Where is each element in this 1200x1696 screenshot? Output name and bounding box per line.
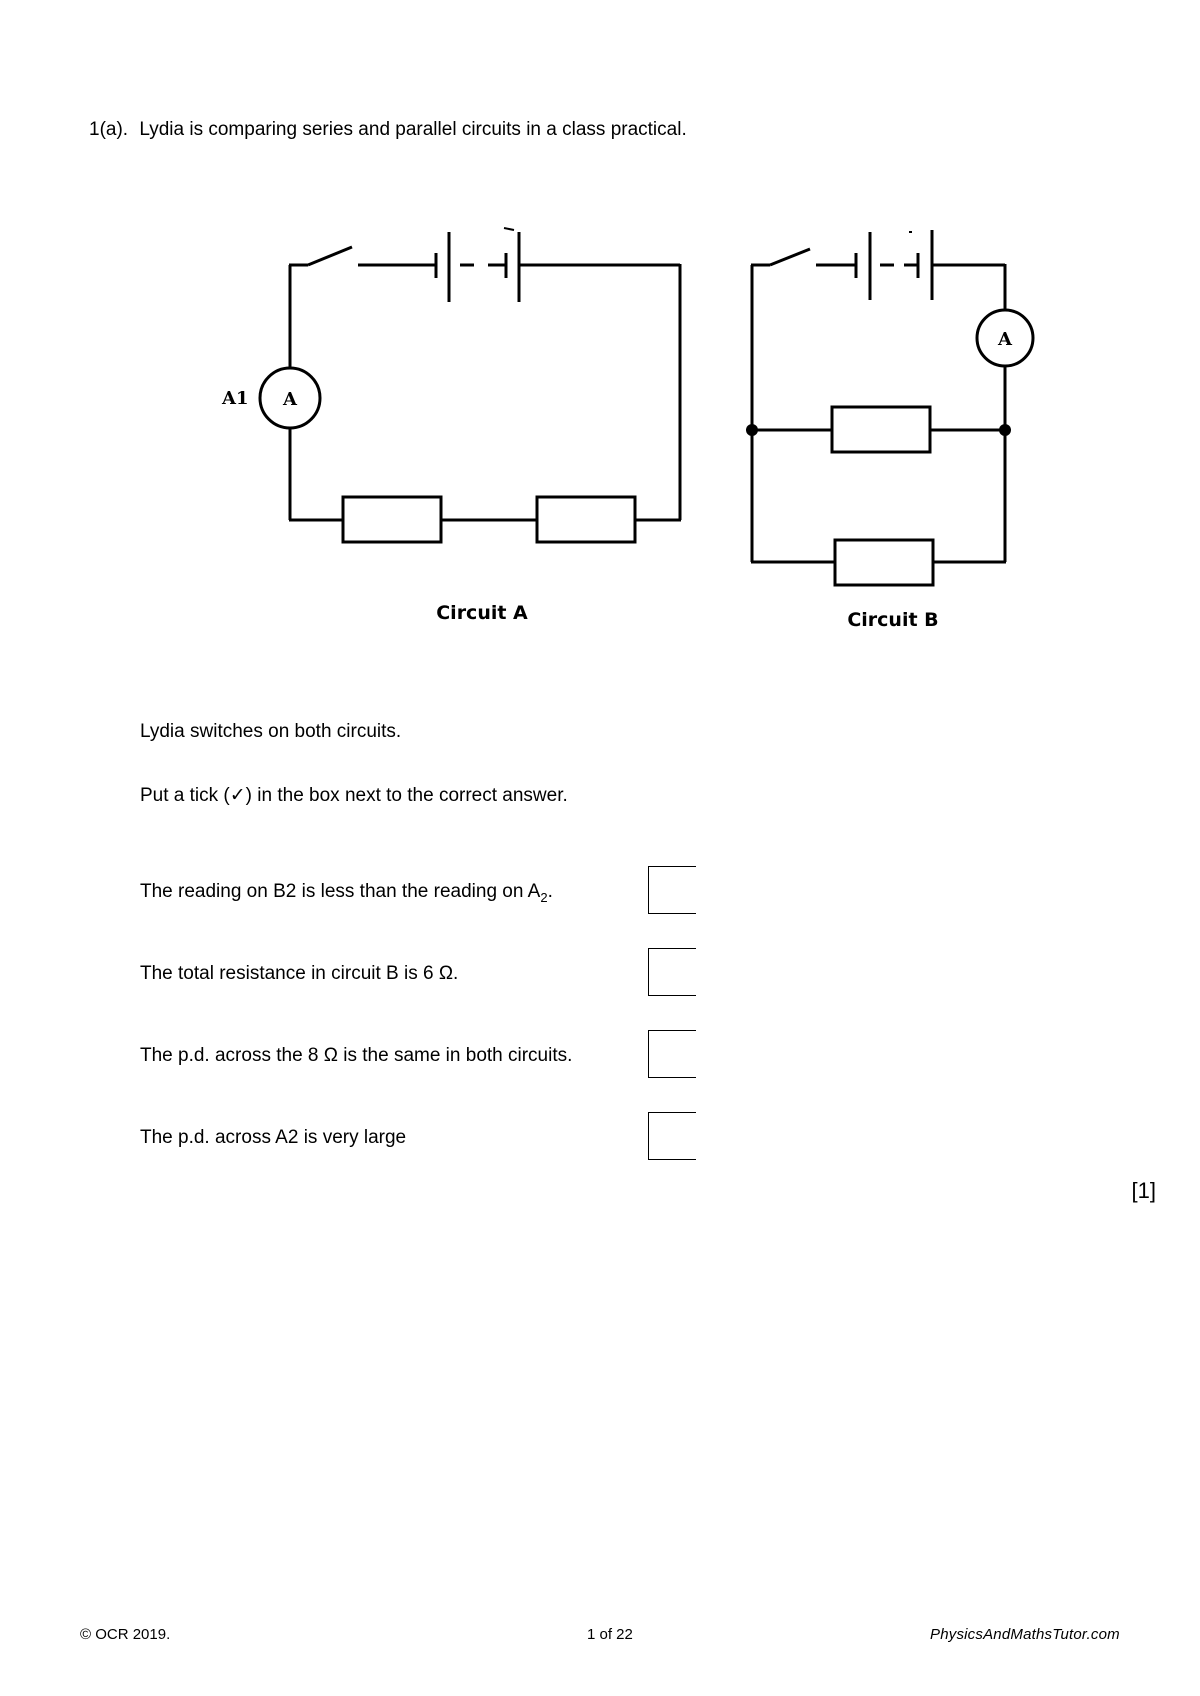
ammeter-a1-label: A1	[222, 388, 249, 409]
footer-site: PhysicsAndMathsTutor.com	[930, 1626, 1120, 1643]
circuit-a-label: Circuit A	[436, 602, 528, 624]
circuit-b-resistor-2	[835, 540, 933, 585]
circuit-b-ammeter-symbol: A	[998, 329, 1012, 350]
circuit-b-resistor-1	[832, 407, 930, 452]
option-1-text	[140, 882, 553, 904]
circuit-a-resistor-1	[343, 497, 441, 542]
circuit-b-label: Circuit B	[847, 609, 939, 631]
circuit-diagrams	[0, 0, 1200, 700]
option-3-tickbox[interactable]	[648, 1030, 696, 1078]
option-4-tickbox[interactable]	[648, 1112, 696, 1160]
circuit-b-switch	[770, 249, 810, 265]
footer-page-number: 1 of 22	[587, 1626, 633, 1643]
option-3-text: The p.d. across the 8 Ω is the same in both circuits.	[140, 1045, 573, 1066]
option-1-tickbox[interactable]	[648, 866, 696, 914]
circuit-a-resistor-2	[537, 497, 635, 542]
instruction-tick: Put a tick (✓) in the box next to the correct answer.	[140, 785, 568, 806]
marks-indicator: [1]	[1131, 1178, 1156, 1203]
option-2-text: The total resistance in circuit B is 6 Ω.	[140, 963, 459, 984]
question-number: 1(a).	[89, 119, 129, 140]
ammeter-a1-symbol: A	[283, 389, 297, 410]
option-1-pre: The reading on B2 is less than the reading on A	[140, 881, 541, 902]
circuit-a-battery	[436, 228, 519, 302]
footer-copyright: © OCR 2019.	[80, 1626, 171, 1643]
circuit-b-battery	[856, 230, 932, 300]
circuit-a	[221, 228, 681, 624]
circuit-b	[746, 230, 1033, 631]
option-2-tickbox[interactable]	[648, 948, 696, 996]
instruction-switch-on: Lydia switches on both circuits.	[140, 721, 402, 742]
option-1-post: .	[547, 881, 553, 902]
question-text: Lydia is comparing series and parallel circuits in a class practical.	[139, 119, 687, 140]
circuit-a-switch	[308, 247, 352, 265]
option-4-text: The p.d. across A2 is very large	[140, 1127, 407, 1148]
option-1-subscript: 2	[540, 889, 548, 905]
